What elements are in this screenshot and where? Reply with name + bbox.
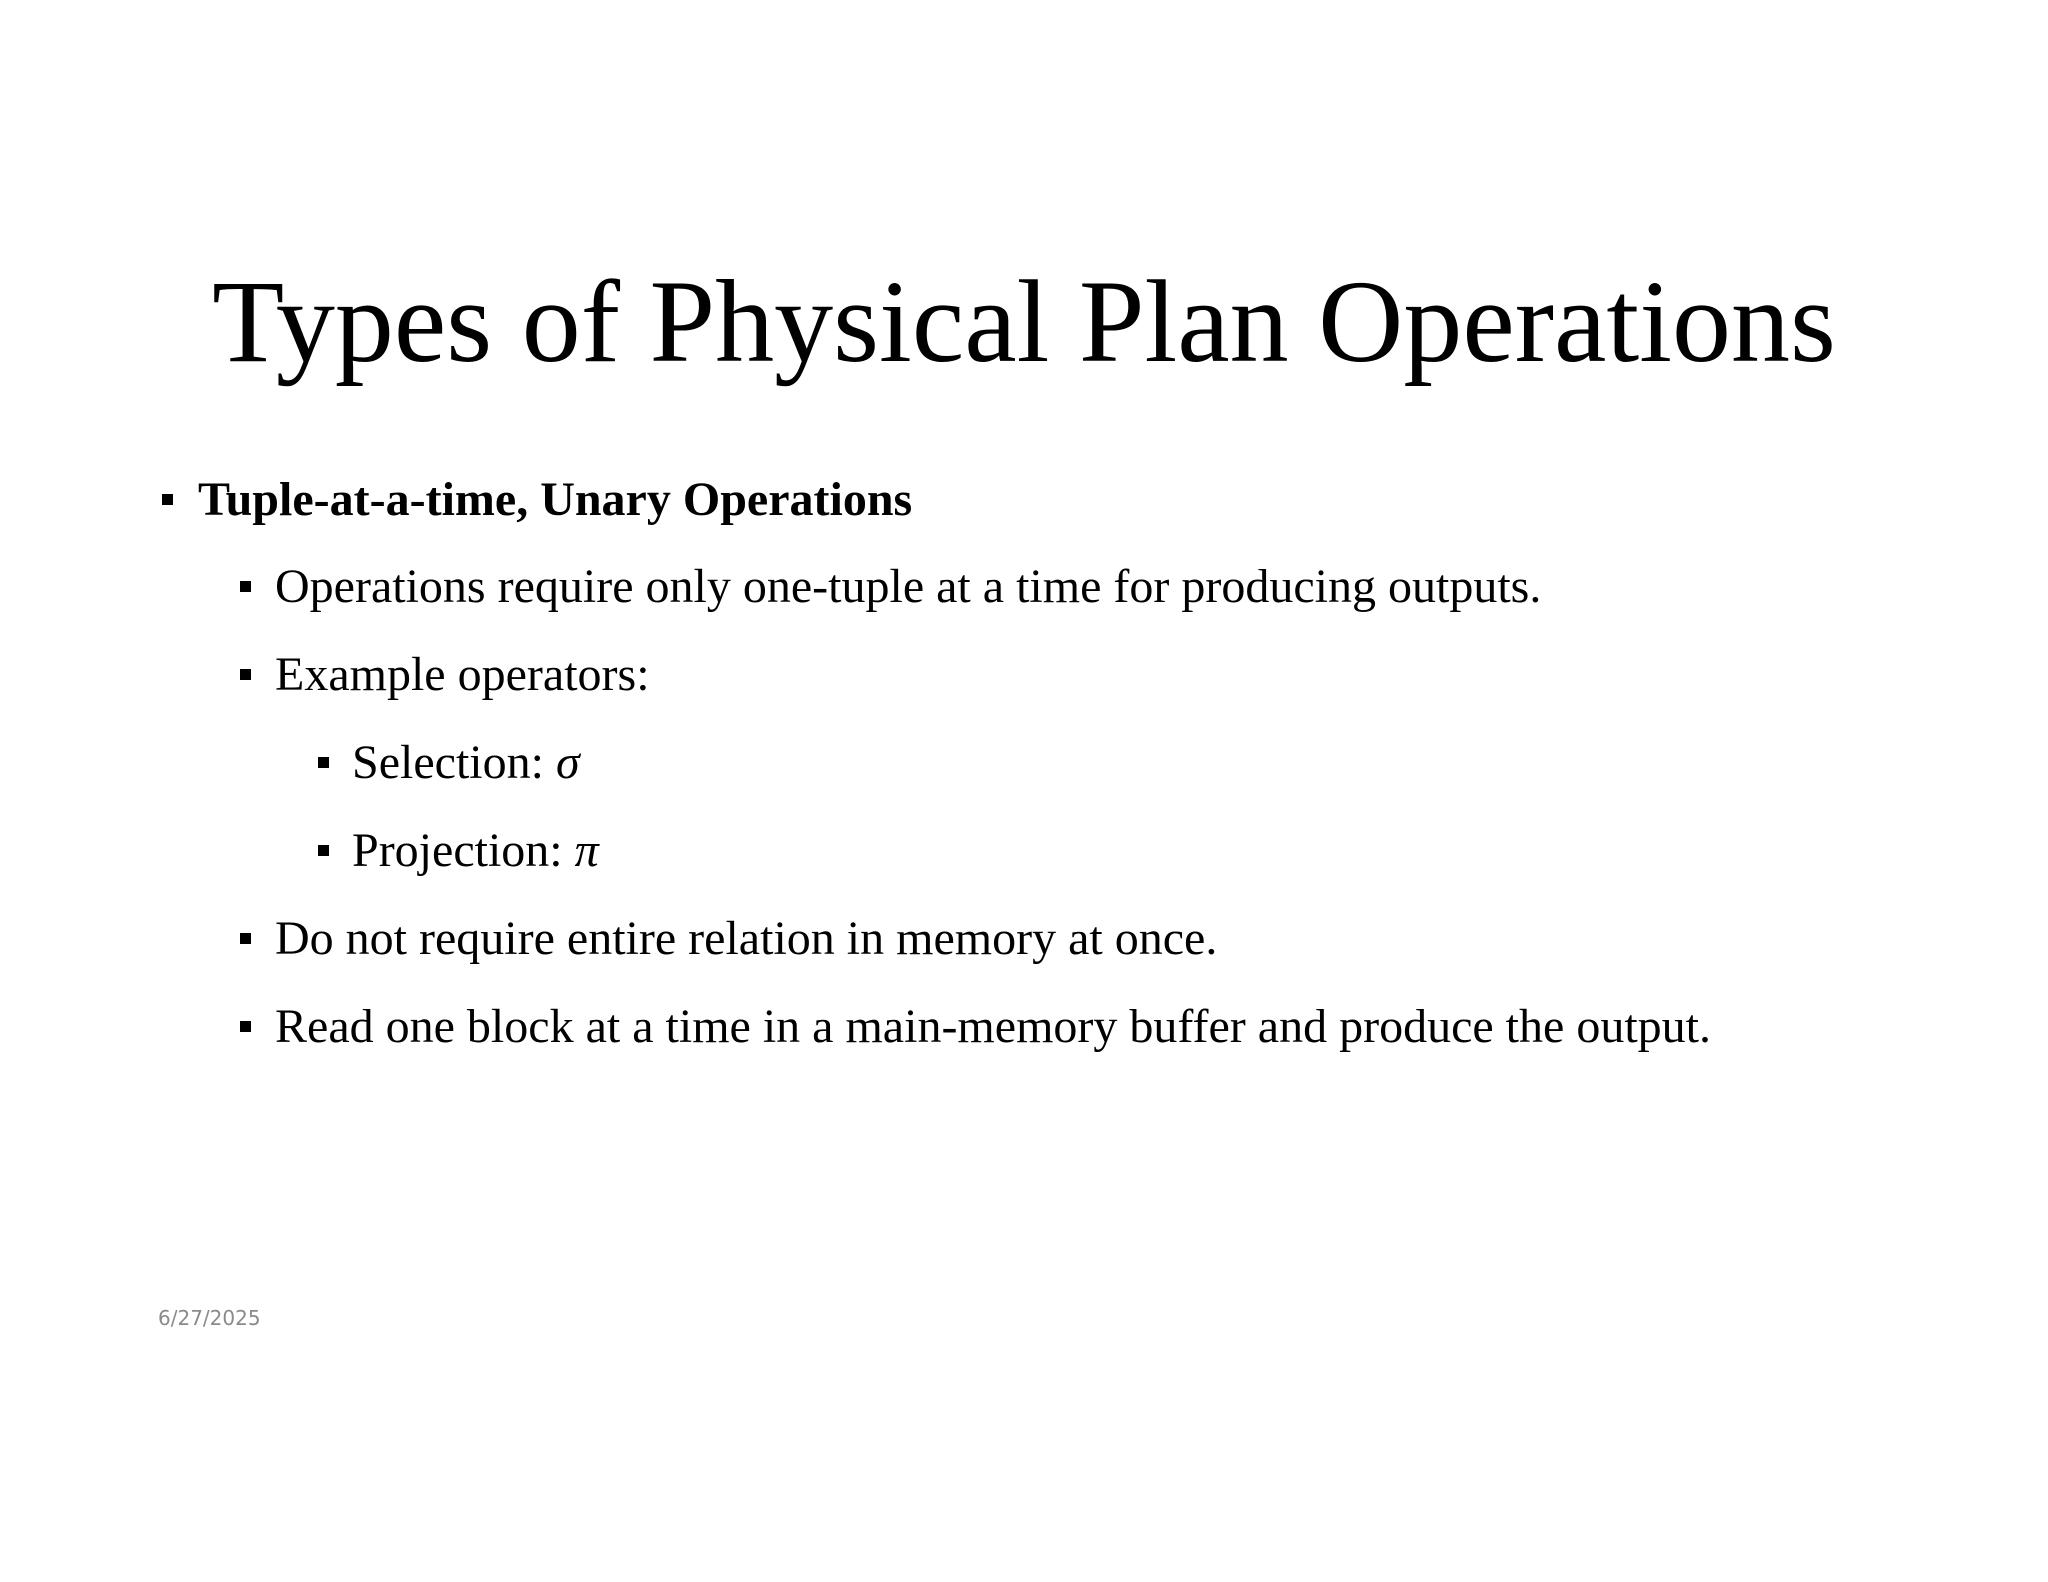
slide-date: 6/27/2025 (158, 1306, 261, 1330)
operator-label: Projection: (352, 824, 575, 877)
square-bullet-icon (240, 581, 251, 592)
slide-title: Types of Physical Plan Operations (212, 256, 1836, 387)
operator-label: Selection: (352, 736, 556, 789)
square-bullet-icon (240, 1021, 251, 1032)
sigma-symbol: σ (555, 736, 580, 789)
point-4-text: Read one block at a time in a main-memory buffer and produce the output. (275, 1000, 1711, 1053)
square-bullet-icon (240, 933, 251, 944)
square-bullet-icon (240, 669, 251, 680)
heading-text: Tuple-at-a-time, Unary Operations (198, 473, 913, 526)
square-bullet-icon (318, 757, 329, 768)
point-1-text: Operations require only one-tuple at a time for producing outputs. (275, 560, 1542, 613)
square-bullet-icon (162, 494, 173, 505)
pi-symbol: π (574, 824, 599, 877)
point-2-text: Example operators: (275, 648, 650, 701)
point-3-text: Do not require entire relation in memory at once. (275, 912, 1218, 965)
operator-text (352, 733, 580, 793)
operator-text (352, 821, 599, 881)
square-bullet-icon (318, 845, 329, 856)
